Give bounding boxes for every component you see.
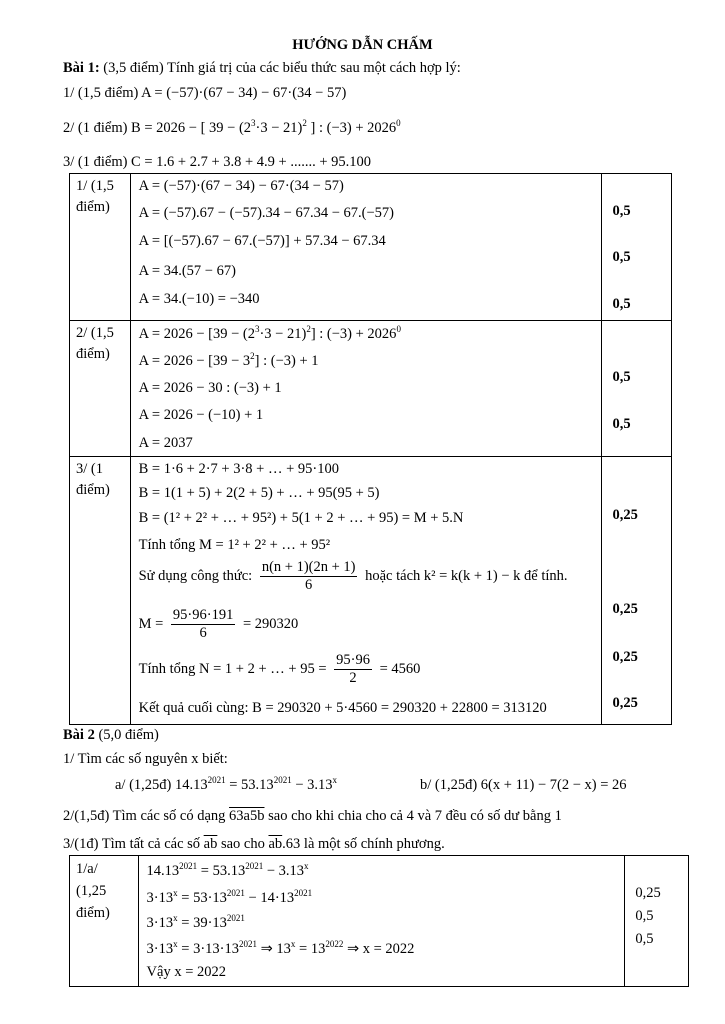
- bai1-question-1: 1/ (1,5 điểm) A = (−57)·(67 − 34) − 67·(34 − 57): [63, 85, 347, 101]
- q2-part: ·3 − 21): [255, 120, 303, 136]
- text: 2/(1,5đ) Tìm các số có dạng: [63, 808, 230, 824]
- exp: 0: [396, 324, 401, 335]
- part: ] : (−3) + 1: [254, 353, 319, 369]
- exp: x: [173, 888, 178, 899]
- part: A = 2026 − [39 − 3: [138, 353, 251, 369]
- exp: 2022: [325, 939, 344, 950]
- text: sao cho: [217, 836, 269, 852]
- score: 0,25: [612, 695, 638, 711]
- score: 0,5: [612, 296, 631, 312]
- score: 0,25: [612, 601, 638, 617]
- exp: 2021: [179, 861, 198, 872]
- fraction: [171, 607, 235, 642]
- table-row: [70, 174, 672, 321]
- solution-line: A = 34.(−10) = −340: [138, 291, 260, 307]
- part: − 3.13: [291, 777, 333, 793]
- solution-line: A = (−57)·(67 − 34) − 67·(34 − 57): [138, 178, 344, 194]
- solution-line: A = 34.(57 − 67): [138, 263, 236, 279]
- bai2-label: Bài 2: [63, 727, 95, 743]
- part: ·3 − 21): [259, 326, 307, 342]
- solution-line: B = 1·6 + 2·7 + 3·8 + … + 95·100: [138, 461, 339, 477]
- q2-part: 2/ (1 điểm) B = 2026 − [ 39 − (2: [63, 120, 252, 136]
- solution-line: A = [(−57).67 − 67.(−57)] + 57.34 − 67.34: [138, 233, 386, 249]
- text: = 290320: [242, 615, 299, 632]
- solution-line: [139, 607, 299, 642]
- bai1-solution-table: [69, 173, 672, 725]
- part: = 53.13: [225, 777, 274, 793]
- numerator: n(n + 1)(2n + 1): [261, 559, 356, 575]
- score: 0,25: [612, 507, 638, 523]
- page-title: HƯỚNG DẪN CHẤM: [292, 37, 433, 53]
- row-label: 2/ (1,5 điểm): [76, 325, 114, 362]
- exp: x: [173, 939, 178, 950]
- solution-line: [139, 325, 401, 343]
- numerator: 95·96: [336, 652, 370, 668]
- text: M =: [138, 615, 164, 632]
- text: .63 là một số chính phương.: [282, 836, 445, 852]
- exp: x: [332, 775, 337, 786]
- score: 0,5: [612, 249, 631, 265]
- bai2-question-2: [63, 807, 562, 825]
- denominator: 6: [199, 625, 207, 641]
- overlined-number: $\overline{ab}$: [203, 836, 218, 852]
- solution-line: $3\cdot 13^x = 3\cdot 13\cdot 13^{2021}$ ⇒ $13^x = 13^{2022}$ ⇒ x = 2022: [146, 939, 415, 957]
- exp: 2021: [226, 888, 245, 899]
- score: 0,5: [612, 416, 631, 432]
- text: sao cho khi chia cho cả 4 và 7 đều có số dư bằng 1: [264, 808, 562, 824]
- bai2-question-1: 1/ Tìm các số nguyên x biết:: [63, 751, 228, 767]
- exp: 2: [250, 351, 255, 362]
- solution-line: [139, 559, 568, 594]
- solution-line: $3\cdot 13^x = 53\cdot 13^{2021} - 14\cdot 13^{2021}$: [146, 888, 313, 906]
- score: 0,25: [635, 885, 661, 901]
- denominator: 2: [349, 670, 357, 686]
- part: A = 2026 − [39 − (2: [138, 326, 255, 342]
- row-label: 1/a/ (1,25 điểm): [76, 861, 110, 921]
- score: 0,5: [635, 908, 654, 924]
- bai2-solution-table: [69, 855, 689, 987]
- bai1-question-3: 3/ (1 điểm) C = 1.6 + 2.7 + 3.8 + 4.9 + ....... + 95.100: [63, 154, 372, 170]
- solution-line: Tính tổng M = 1² + 2² + … + 95²: [138, 537, 331, 553]
- overlined-number: $\overline{ab}$: [268, 836, 283, 852]
- bai1-description: (3,5 điểm) Tính giá trị của các biểu thức sau một cách hợp lý:: [103, 60, 461, 76]
- exp: x: [290, 939, 296, 950]
- solution-line: A = (−57).67 − (−57).34 − 67.34 − 67.(−57): [138, 205, 394, 221]
- q2-exp: 3: [251, 118, 256, 129]
- text: 3/(1đ) Tìm tất cả các số: [63, 836, 204, 852]
- exp: 3: [254, 324, 260, 335]
- part: a/ (1,25đ) 14.13: [115, 777, 208, 793]
- exp: 2021: [245, 861, 264, 872]
- solution-line: A = 2026 − 30 : (−3) + 1: [138, 380, 282, 396]
- score: 0,5: [635, 931, 654, 947]
- row-label: 1/ (1,5 điểm): [76, 178, 114, 215]
- table-row: [70, 321, 672, 457]
- row-label: 3/ (1 điểm): [76, 461, 110, 498]
- solution-line: A = 2037: [138, 435, 193, 451]
- solution-line: B = 1(1 + 5) + 2(2 + 5) + … + 95(95 + 5): [138, 485, 380, 501]
- exp: 2: [306, 324, 311, 335]
- score: 0,5: [612, 369, 631, 385]
- q2-exp: 0: [396, 118, 401, 129]
- denominator: 6: [305, 577, 313, 593]
- table-row: [70, 457, 672, 725]
- bai1-question-2: [63, 119, 401, 137]
- bai2-description: (5,0 điểm): [98, 727, 159, 743]
- exp: 2021: [207, 775, 226, 786]
- bai1-label: Bài 1:: [63, 60, 100, 76]
- exp: 2021: [294, 888, 313, 899]
- solution-line: A = 2026 − (−10) + 1: [138, 407, 264, 423]
- score: 0,25: [612, 649, 638, 665]
- exp: 2021: [226, 913, 245, 924]
- solution-line: [139, 652, 421, 687]
- numerator: 95·96·191: [172, 607, 234, 623]
- bai2-question-1a: [115, 776, 337, 794]
- exp: x: [173, 913, 178, 924]
- text: Sử dụng công thức:: [138, 567, 253, 584]
- solution-line: $3\cdot 13^x = 39\cdot 13^{2021}$: [146, 913, 245, 931]
- bai2-question-1b: b/ (1,25đ) 6(x + 11) − 7(2 − x) = 26: [420, 777, 627, 793]
- q2-exp: 2: [302, 118, 307, 129]
- bai2-heading: [63, 726, 159, 744]
- q2-part: ] : (−3) + 2026: [306, 120, 397, 136]
- solution-line: B = (1² + 2² + … + 95²) + 5(1 + 2 + … + 95) = M + 5.N: [138, 510, 464, 526]
- table-row: [70, 856, 689, 987]
- fraction: [260, 559, 358, 594]
- bai2-question-3: [63, 835, 445, 853]
- bai1-heading: [63, 59, 461, 77]
- text: = 4560: [379, 660, 421, 677]
- text: hoặc tách k² = k(k + 1) − k để tính.: [365, 567, 568, 584]
- score: 0,5: [612, 203, 631, 219]
- exp: 2021: [238, 939, 257, 950]
- solution-line: Vậy x = 2022: [146, 964, 227, 980]
- overlined-number: 63a5b: [229, 808, 265, 824]
- solution-line: Kết quả cuối cùng: B = 290320 + 5·4560 = 290320 + 22800 = 313120: [138, 700, 547, 716]
- text: Tính tổng N = 1 + 2 + … + 95 =: [138, 660, 327, 677]
- exp: 2021: [273, 775, 292, 786]
- exp: x: [304, 861, 309, 872]
- solution-line: [139, 352, 319, 370]
- part: ] : (−3) + 2026: [310, 326, 397, 342]
- solution-line: $14.13^{2021} = 53.13^{2021} - 3.13^x$: [146, 861, 309, 879]
- fraction: [334, 652, 372, 687]
